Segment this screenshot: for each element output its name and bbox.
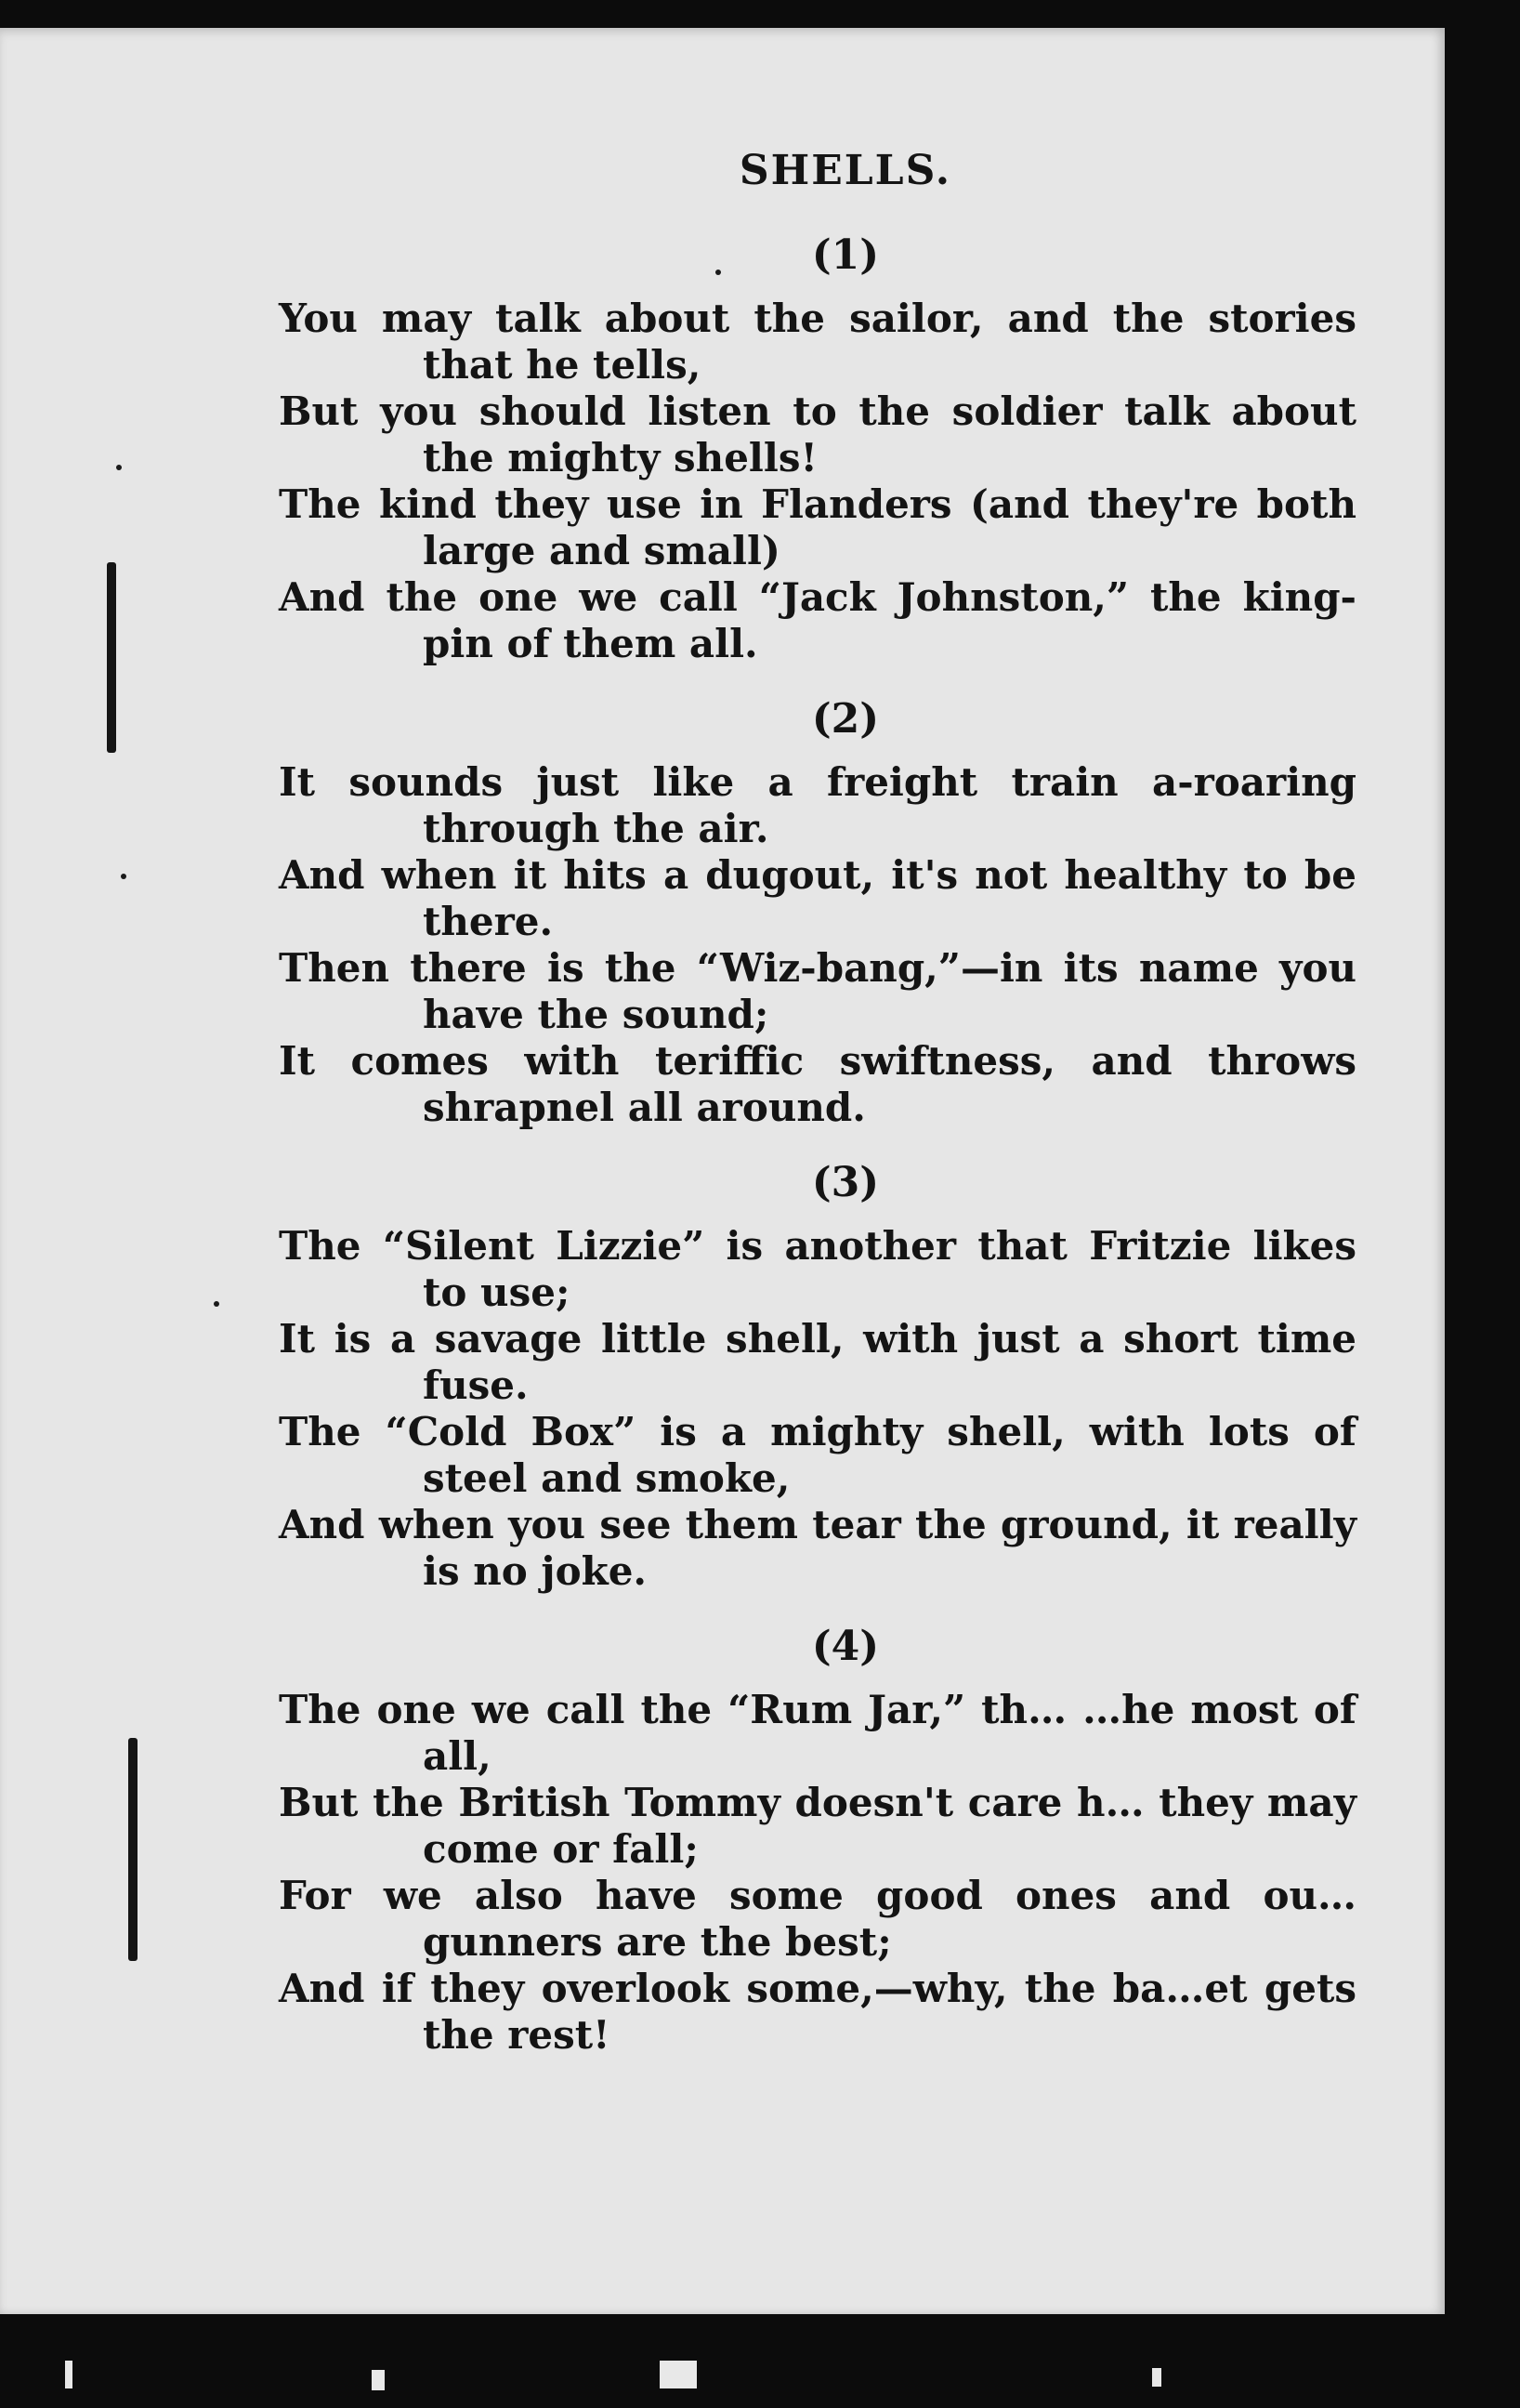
verse-line: The “Cold Box” is a mighty shell, with lots of steel and smoke, — [279, 1409, 1356, 1501]
margin-dot — [116, 465, 122, 470]
verse-line: For we also have some good ones and ou… gunners are the best; — [279, 1873, 1356, 1965]
stanza-number: (1) — [811, 231, 880, 279]
binding-mark-lower — [128, 1738, 138, 1961]
verse-line: And the one we call “Jack Johnston,” the king-pin of them all. — [279, 574, 1356, 666]
poem — [279, 121, 1356, 2059]
stanza-4 — [279, 1623, 1356, 2059]
stanza-number: (3) — [811, 1159, 880, 1206]
stanza-number: (2) — [811, 695, 880, 743]
verse-line: Then there is the “Wiz-bang,”—in its name you have the sound; — [279, 945, 1356, 1037]
stanza-2 — [279, 695, 1356, 1131]
stanza-1 — [279, 231, 1356, 667]
verse-line: It comes with teriffic swiftness, and throws shrapnel all around. — [279, 1038, 1356, 1130]
binding-mark-upper — [107, 562, 116, 753]
stanza-number: (4) — [811, 1623, 880, 1670]
verse-line: And when it hits a dugout, it's not healthy to be there. — [279, 852, 1356, 944]
verse-line: And when you see them tear the ground, it really is no joke. — [279, 1502, 1356, 1594]
margin-dot — [214, 1301, 219, 1307]
verse-line: And if they overlook some,—why, the ba…et gets the rest! — [279, 1966, 1356, 2058]
verse-line: The kind they use in Flanders (and they're both large and small) — [279, 481, 1356, 573]
margin-dot — [121, 874, 126, 879]
verse-line: The one we call the “Rum Jar,” th… …he most of all, — [279, 1687, 1356, 1779]
book-page — [0, 28, 1445, 2314]
verse-line: But you should listen to the soldier talk about the mighty shells! — [279, 388, 1356, 480]
verse-line: It is a savage little shell, with just a short time fuse. — [279, 1316, 1356, 1408]
stanza-3 — [279, 1159, 1356, 1595]
verse-line: It sounds just like a freight train a-roaring through the air. — [279, 759, 1356, 851]
verse-line: But the British Tommy doesn't care h… they may come or fall; — [279, 1780, 1356, 1872]
poem-title: SHELLS. — [739, 147, 952, 194]
verse-line: The “Silent Lizzie” is another that Fritzie likes to use; — [279, 1223, 1356, 1315]
verse-line: You may talk about the sailor, and the stories that he tells, — [279, 296, 1356, 388]
